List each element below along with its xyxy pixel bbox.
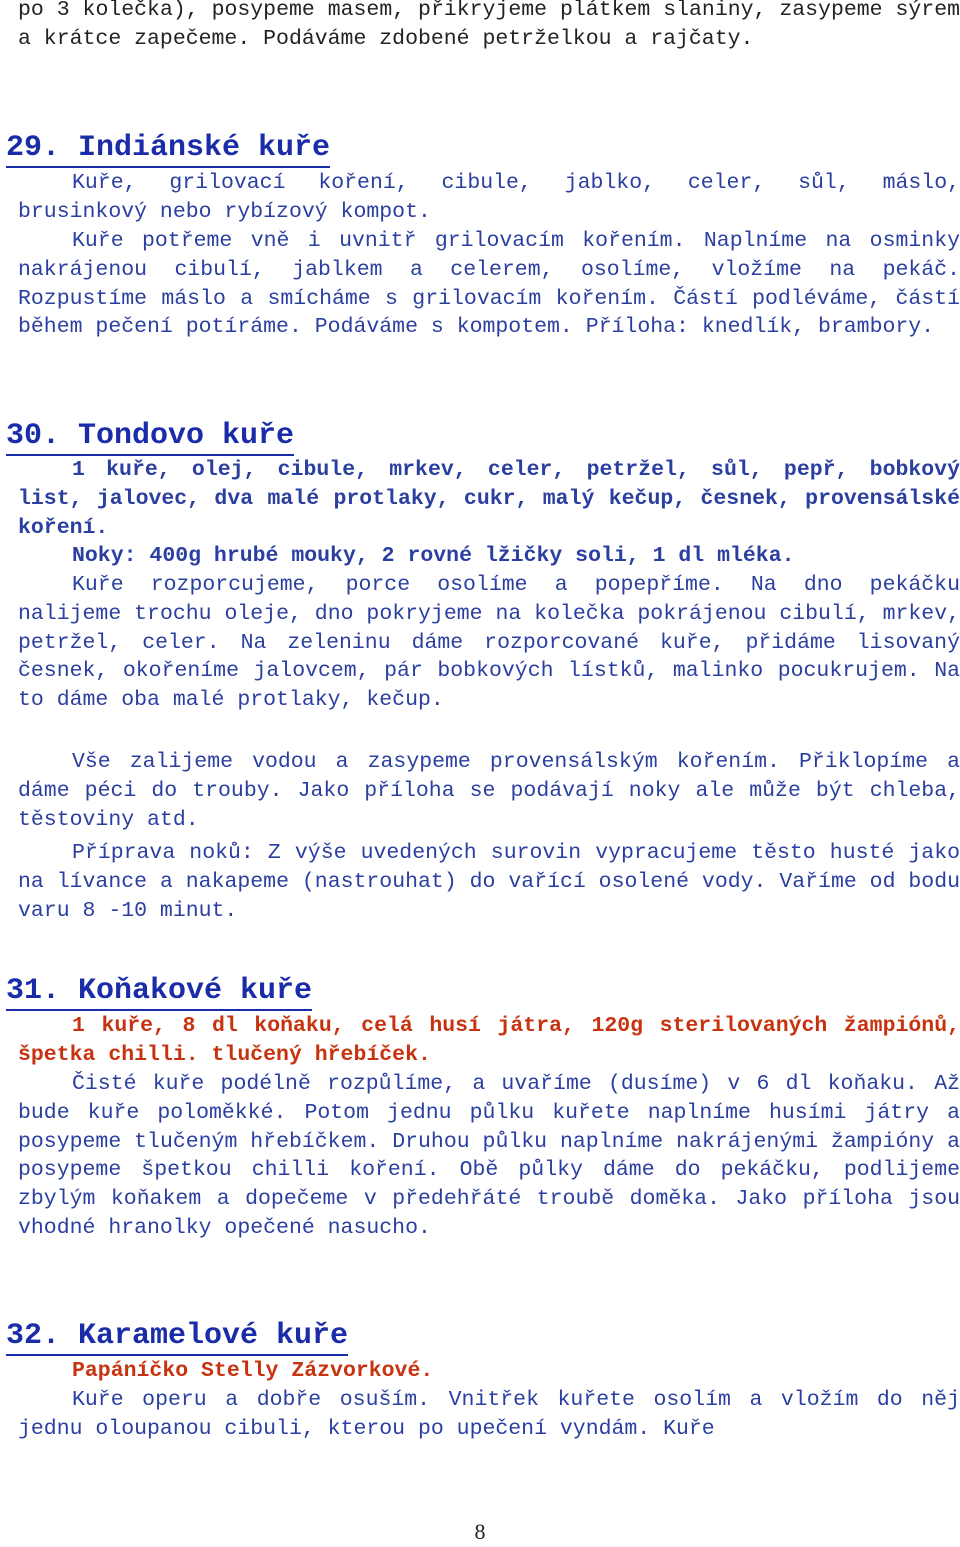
recipe-30-paragraph-3: Příprava noků: Z výše uvedených surovin vypracujeme těsto husté jako na lívance a nakapeme (nastrouhat) do vařící osolené vody. Vaříme od bodu varu 8 -10 minut. [18,841,960,923]
recipe-32-instructions: Kuře operu a dobře osuším. Vnitřek kuřete osolím a vložím do něj jednu oloupanou cibuli, kterou po upečení vyndám. Kuře [18,1388,960,1441]
page-number: 8 [474,1519,486,1544]
recipe-31-ingredients: 1 kuře, 8 dl koňaku, celá husí játra, 120g sterilovaných žampiónů, špetka chilli. tlučený hřebíček. [18,1014,960,1067]
recipe-30-paragraph-2: Vše zalijeme vodou a zasypeme provensálským kořením. Přiklopíme a dáme péci do trouby. Jako příloha se podávají noky ale může být chleba, těstoviny atd. [18,750,960,832]
recipe-32-title: 32. Karamelové kuře [6,1318,348,1354]
recipe-30-paragraph-1: Kuře rozporcujeme, porce osolíme a popepříme. Na dno pekáčku nalijeme trochu oleje, dno pokryjeme na kolečka pokrájenou cibulí, mrkev, petržel, celer. Na zeleninu dáme rozporcované kuře, přidáme lisovaný česnek, okořeníme jalovcem, pár bobkových lístků, malinko pocukrujem. Na to dáme oba malé protlaky, kečup. [18,573,960,713]
recipe-32-author: Papáníčko Stelly Zázvorkové. [72,1359,434,1383]
recipe-31-instructions: Čisté kuře podélně rozpůlíme, a uvaříme (dusíme) v 6 dl koňaku. Až bude kuře poloměkké. Potom jednu půlku kuřete naplníme husími játry a posypeme tlučeným hřebíčkem. Druhou půlku naplníme nakrájenými žampióny a posypeme špetkou chilli koření. Obě půlky dáme do pekáčku, podlijeme zbylým koňakem a dopečeme v předehřáté troubě doměka. Jako příloha jsou vhodné hranolky opečené nasucho. [18,1072,960,1240]
recipe-31-title: 31. Koňakové kuře [6,973,312,1009]
recipe-30-ingredients: 1 kuře, olej, cibule, mrkev, celer, petržel, sůl, pepř, bobkový list, jalovec, dva malé protlaky, cukr, malý kečup, česnek, provensálské koření. [18,458,960,540]
recipe-30-title: 30. Tondovo kuře [6,418,294,454]
continuation-paragraph: po 3 kolečka), posypeme masem, přikryjeme plátkem slaniny, zasypeme sýrem a krátce zapečeme. Podáváme zdobené petrželkou a rajčaty. [18,0,960,51]
recipe-30-noky-ingredients: Noky: 400g hrubé mouky, 2 rovné lžičky soli, 1 dl mléka. [72,544,795,568]
recipe-29-title: 29. Indiánské kuře [6,130,330,166]
recipe-29-instructions: Kuře potřeme vně i uvnitř grilovacím kořením. Naplníme na osminky nakrájenou cibulí, jablkem a celerem, osolíme, vložíme na pekáč. Rozpustíme máslo a smícháme s grilovacím kořením. Částí podléváme, částí během pečení potíráme. Podáváme s kompotem. Příloha: knedlík, brambory. [18,229,960,340]
recipe-29-ingredients: Kuře, grilovací koření, cibule, jablko, celer, sůl, máslo, brusinkový nebo rybízový kompot. [18,171,960,224]
